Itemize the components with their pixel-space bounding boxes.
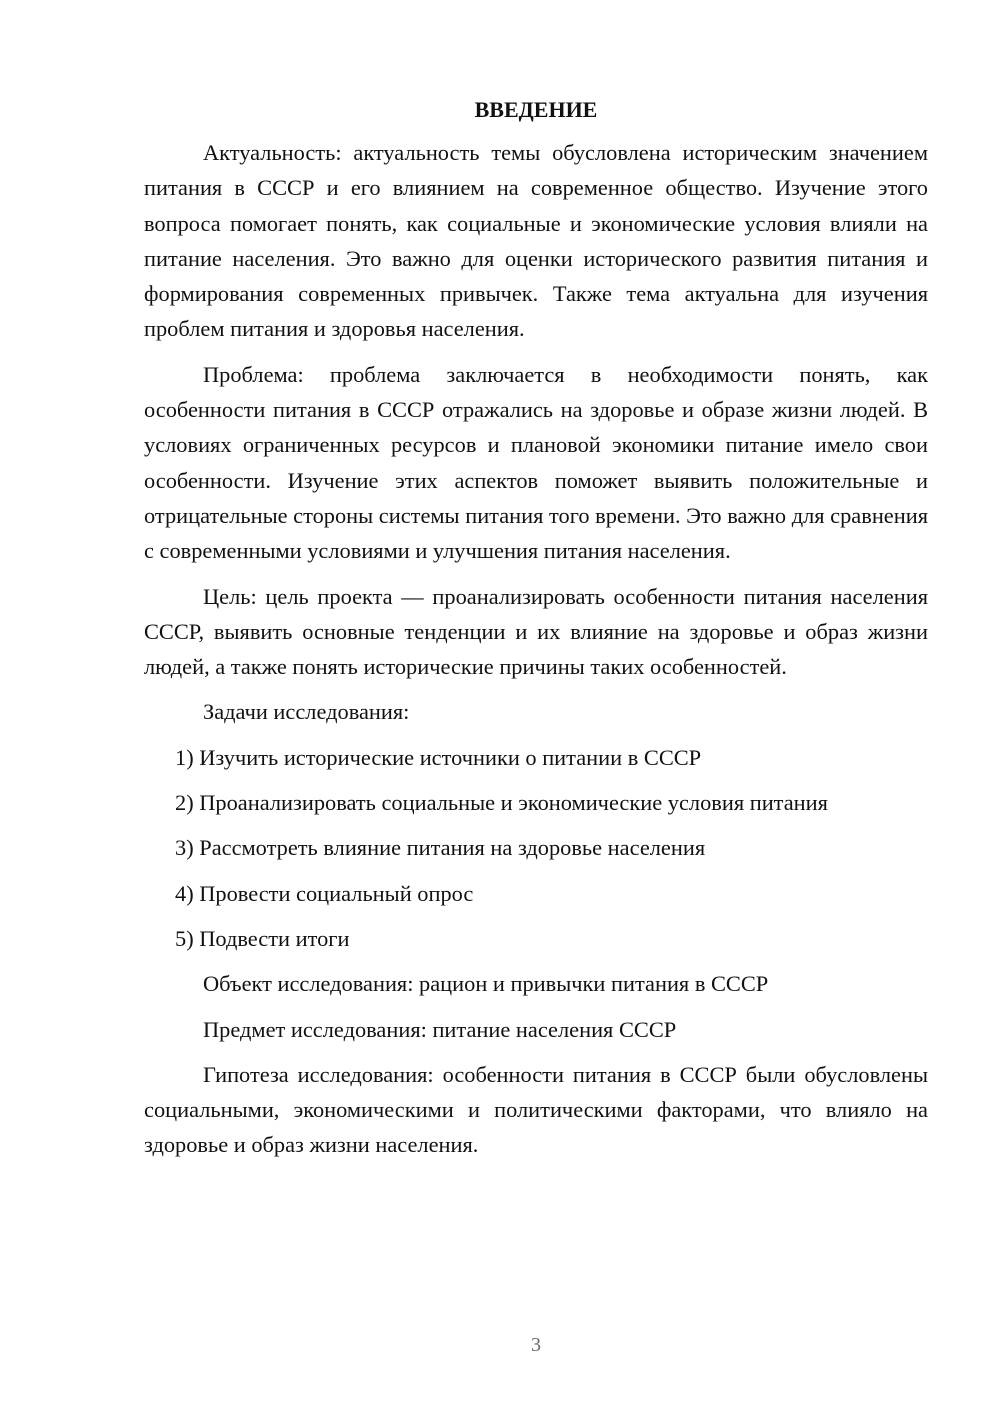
list-item: 5) Подвести итоги <box>175 925 350 951</box>
list-item: 2) Проанализировать социальные и экономические условия питания <box>175 790 828 816</box>
tasks-heading: Задачи исследования: <box>203 699 410 725</box>
research-object: Объект исследования: рацион и привычки питания в СССР <box>203 971 769 997</box>
hypothesis-paragraph: Гипотеза исследования: особенности питания в СССР были обусловлены социальными, экономическими и политическими факторами, что влияло на здоровье и образ жизни населения. <box>144 1061 928 1158</box>
page-title: ВВЕДЕНИЕ <box>474 97 598 122</box>
research-subject: Предмет исследования: питание населения СССР <box>203 1016 677 1042</box>
tasks-list <box>144 740 928 956</box>
list-item: 3) Рассмотреть влияние питания на здоровье населения <box>175 835 706 861</box>
list-item: 1) Изучить исторические источники о питании в СССР <box>175 744 702 770</box>
page-content <box>144 96 928 1173</box>
relevance-paragraph: Актуальность: актуальность темы обусловлена историческим значением питания в СССР и его влиянием на современное общество. Изучение этого вопроса помогает понять, как социальные и экономические условия влияли на питание населения. Это важно для оценки исторического развития питания и формирования современных привычек. Также тема актуальна для изучения проблем питания и здоровья населения. <box>144 140 928 342</box>
goal-paragraph: Цель: цель проекта — проанализировать особенности питания населения СССР, выявить основные тенденции и их влияние на здоровье и образ жизни людей, а также понять исторические причины таких особенностей. <box>144 583 928 680</box>
problem-paragraph: Проблема: проблема заключается в необходимости понять, как особенности питания в СССР отражались на здоровье и образе жизни людей. В условиях ограниченных ресурсов и плановой экономики питание имело свои особенности. Изучение этих аспектов поможет выявить положительные и отрицательные стороны системы питания того времени. Это важно для сравнения с современными условиями и улучшения питания населения. <box>144 361 928 564</box>
list-item: 4) Провести социальный опрос <box>175 880 474 906</box>
page-number: 3 <box>531 1334 541 1356</box>
